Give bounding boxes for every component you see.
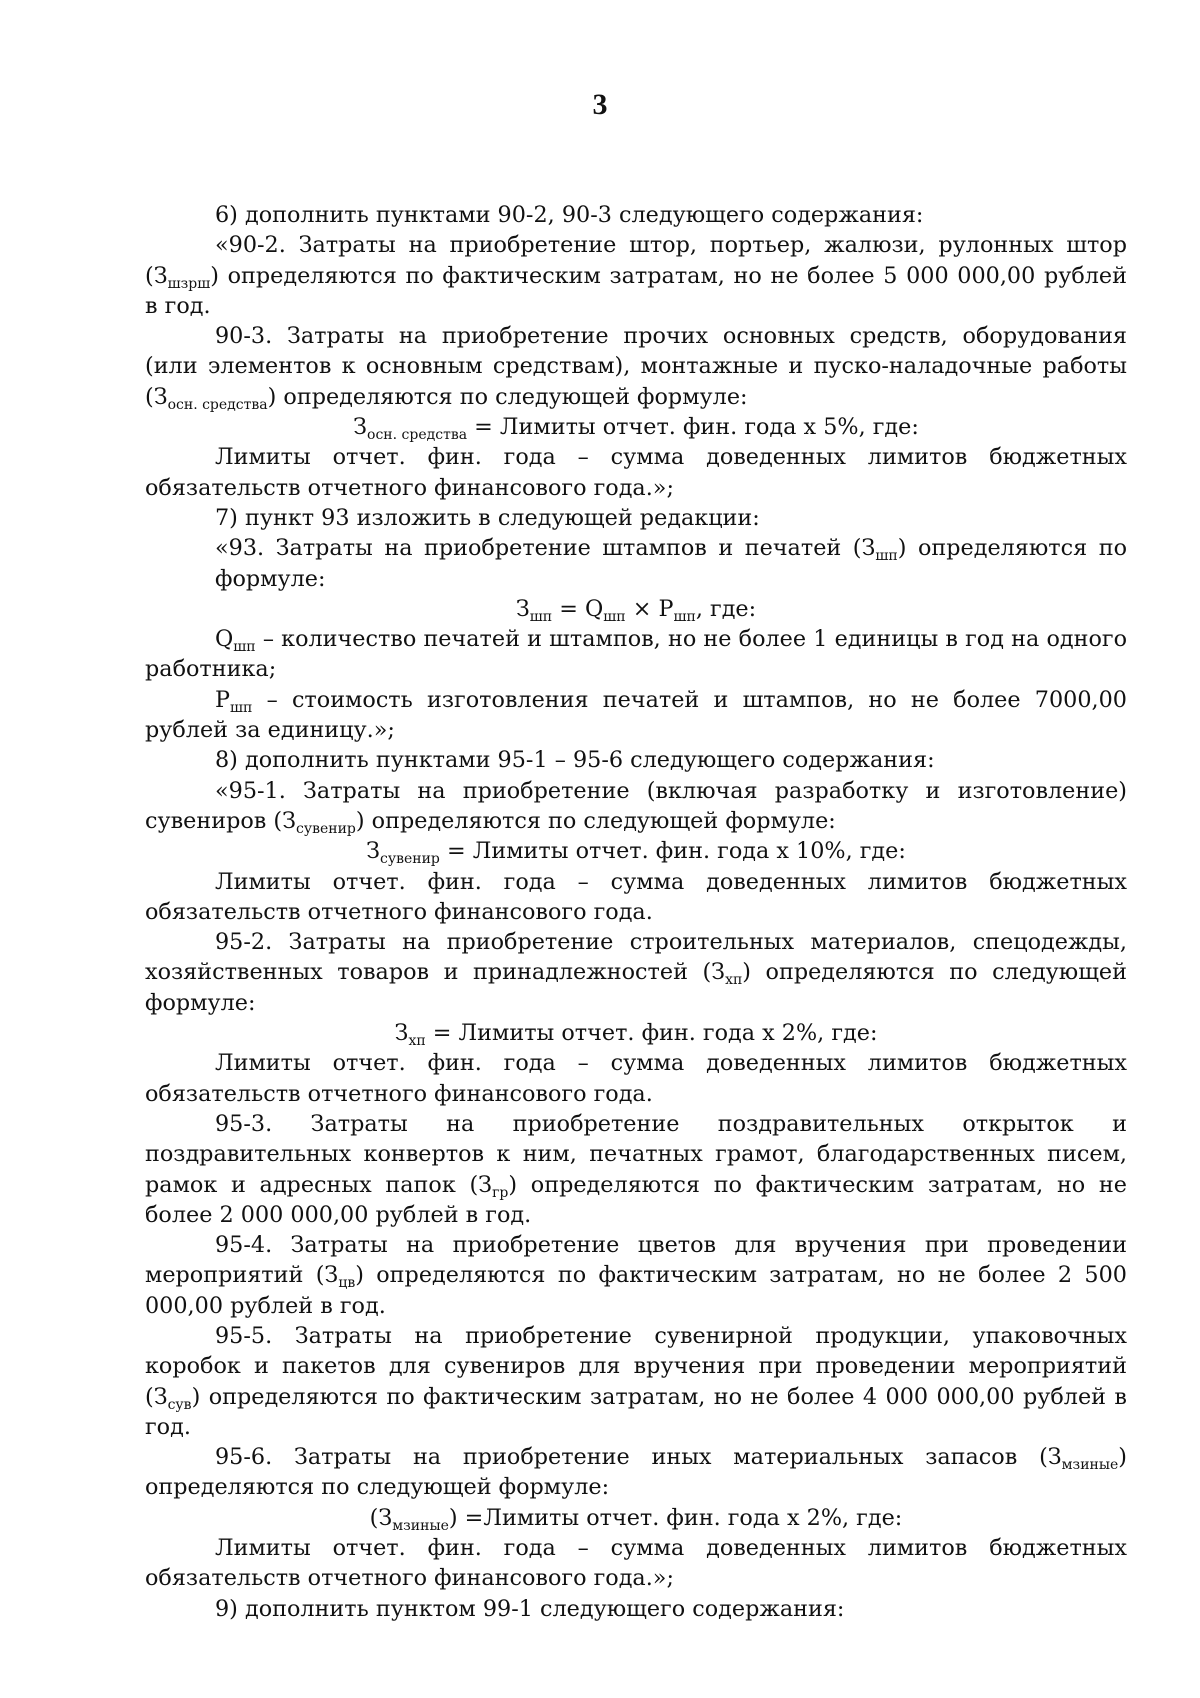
paragraph-95-5: 95-5. Затраты на приобретение сувенирной продукции, упаковочных коробок и пакетов для сувениров для вручения при проведении мероприятий $(З_{сув})$ определяются по фактическим затратам, но не более 4 000 000,00 рублей в год. [145,1322,1127,1440]
formula-fixed-assets: $З_{осн. средства}$ = Лимиты отчет. фин. года х 5%, где: [353,414,919,444]
formula-souvenirs: $З_{сувенир}$ = Лимиты отчет. фин. года х 10%, где: [366,838,906,868]
page-number: 3 [592,88,608,121]
definition-limits-1: Лимиты отчет. фин. года – сумма доведенных лимитов бюджетных обязательств отчетного финансового года.»; [145,444,1127,501]
document-body [145,200,1127,1624]
paragraph-93: «93. Затраты на приобретение штампов и печатей $(З_{шп})$ определяются по формуле: [215,535,1127,592]
paragraph-item-9: 9) дополнить пунктом 99-1 следующего содержания: [215,1595,845,1622]
definition-limits-4: Лимиты отчет. фин. года – сумма доведенных лимитов бюджетных обязательств отчетного финансового года.»; [145,1535,1127,1592]
paragraph-95-2: 95-2. Затраты на приобретение строительных материалов, спецодежды, хозяйственных товаров и принадлежностей $(З_{хп})$ определяются по следующей формуле: [145,929,1127,1016]
formula-household: $З_{хп}$ = Лимиты отчет. фин. года х 2%, где: [394,1020,878,1050]
paragraph-90-2: «90-2. Затраты на приобретение штор, портьер, жалюзи, рулонных штор $(З_{шзрш})$ определяются по фактическим затратам, но не более 5 000 000,00 рублей в год. [145,232,1127,319]
paragraph-95-1: «95-1. Затраты на приобретение (включая разработку и изготовление) сувениров $(З_{сувенир})$ определяются по следующей формуле: [145,777,1127,837]
paragraph-item-7: 7) пункт 93 изложить в следующей редакции: [215,504,760,531]
paragraph-item-6: 6) дополнить пунктами 90-2, 90-3 следующего содержания: [215,202,924,228]
definition-limits-2: Лимиты отчет. фин. года – сумма доведенных лимитов бюджетных обязательств отчетного финансового года. [145,868,1127,925]
definition-q-stamps: $Q_{шп}$ – количество печатей и штампов, но не более 1 единицы в год на одного работника; [145,626,1127,683]
paragraph-95-6: 95-6. Затраты на приобретение иных материальных запасов $(З_{мзиные})$ определяются по следующей формуле: [145,1444,1127,1501]
paragraph-90-3: 90-3. Затраты на приобретение прочих основных средств, оборудования (или элементов к основным средствам), монтажные и пуско-наладочные работы $(З_{осн. средства})$ определяются по следующей формуле: [145,323,1127,413]
definition-limits-3: Лимиты отчет. фин. года – сумма доведенных лимитов бюджетных обязательств отчетного финансового года. [145,1050,1127,1107]
formula-other-materials: $(З_{мзиные})$ =Лимиты отчет. фин. года х 2%, где: [369,1504,903,1534]
paragraph-95-3: 95-3. Затраты на приобретение поздравительных открыток и поздравительных конвертов к ним, печатных грамот, благодарственных писем, рамок и адресных папок $(З_{гр})$ определяются по фактическим затратам, но не более 2 000 000,00 рублей в год. [145,1110,1127,1228]
paragraph-95-4: 95-4. Затраты на приобретение цветов для вручения при проведении мероприятий $(З_{цв})$ определяются по фактическим затратам, но не более 2 500 000,00 рублей в год. [145,1232,1127,1319]
definition-p-stamps: $P_{шп}$ – стоимость изготовления печатей и штампов, но не более 7000,00 рублей за единицу.»; [145,686,1127,744]
formula-stamps: $З_{шп} = Q_{шп} \times P_{шп}$, где: [515,595,757,625]
paragraph-item-8: 8) дополнить пунктами 95-1 – 95-6 следующего содержания: [215,747,935,774]
